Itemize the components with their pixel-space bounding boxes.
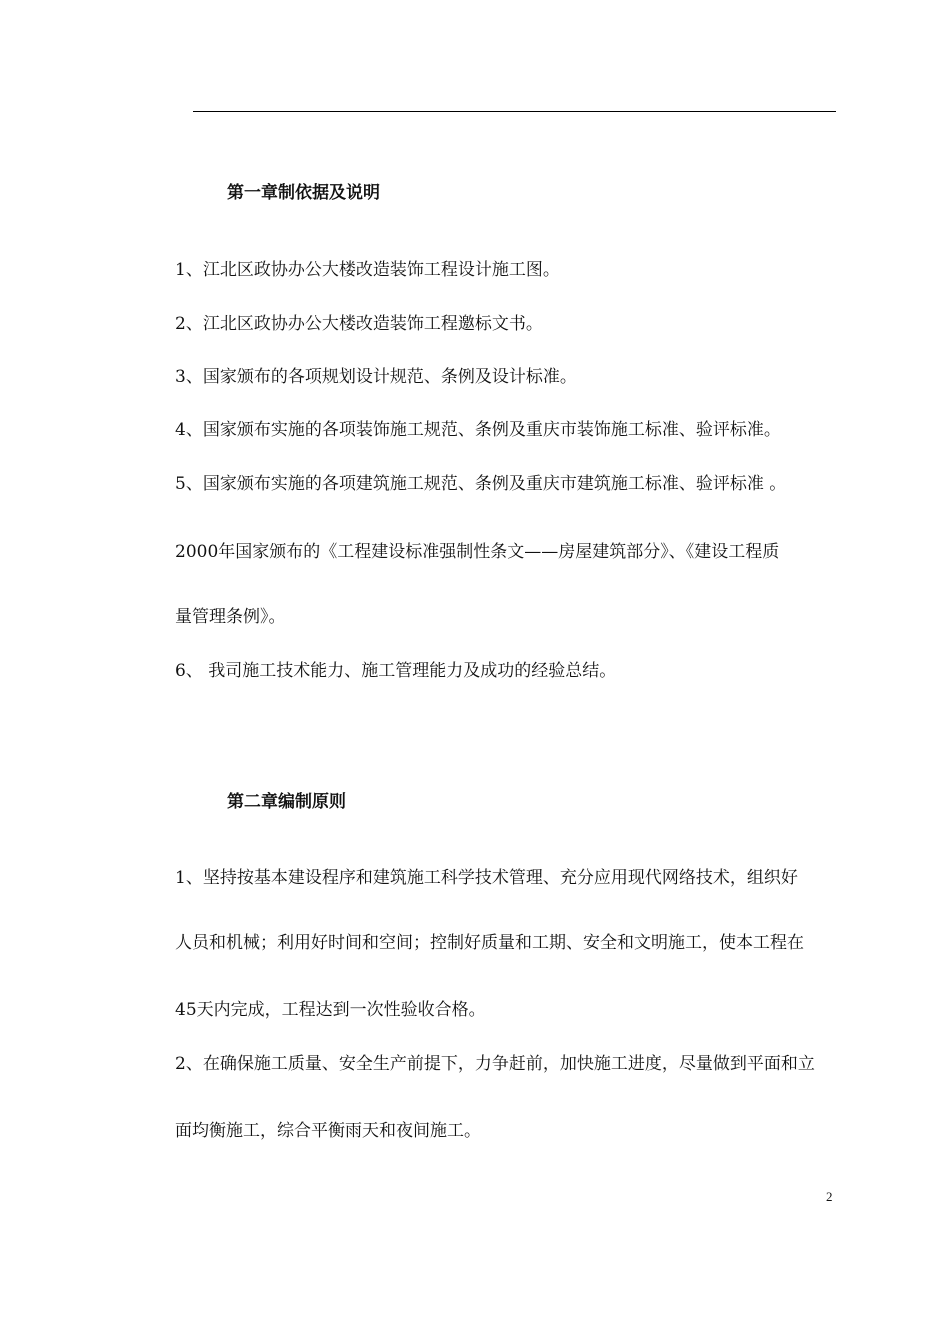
chapter1-line-1: 1、江北区政协办公大楼改造装饰工程设计施工图。 [175, 260, 560, 280]
chapter1-line-8: 6、 我司施工技术能力、施工管理能力及成功的经验总结。 [175, 661, 617, 681]
chapter2-line-5: 面均衡施工，综合平衡雨天和夜间施工。 [175, 1121, 481, 1141]
chapter1-line-7: 量管理条例》。 [175, 607, 286, 627]
chapter1-heading: 第一章制依据及说明 [227, 183, 380, 203]
chapter1-line-5: 5、国家颁布实施的各项建筑施工规范、条例及重庆市建筑施工标准、验评标准 。 [175, 474, 787, 494]
chapter2-line-3: 45天内完成，工程达到一次性验收合格。 [175, 1000, 486, 1020]
chapter2-line-4: 2、在确保施工质量、安全生产前提下，力争赶前，加快施工进度，尽量做到平面和立 [175, 1054, 815, 1074]
chapter1-line-4: 4、国家颁布实施的各项装饰施工规范、条例及重庆市装饰施工标准、验评标准。 [175, 420, 781, 440]
chapter2-line-1: 1、坚持按基本建设程序和建筑施工科学技术管理、充分应用现代网络技术，组织好 [175, 868, 798, 888]
page-number: 2 [826, 1189, 833, 1204]
chapter2-line-2: 人员和机械；利用好时间和空间；控制好质量和工期、安全和文明施工，使本工程在 [175, 933, 804, 953]
chapter1-line-2: 2、江北区政协办公大楼改造装饰工程邀标文书。 [175, 314, 543, 334]
chapter2-heading: 第二章编制原则 [227, 792, 346, 812]
header-rule [193, 111, 836, 112]
chapter1-line-3: 3、国家颁布的各项规划设计规范、条例及设计标准。 [175, 367, 577, 387]
chapter1-line-6: 2000年国家颁布的《工程建设标准强制性条文——房屋建筑部分》、《建设工程质 [175, 542, 780, 562]
